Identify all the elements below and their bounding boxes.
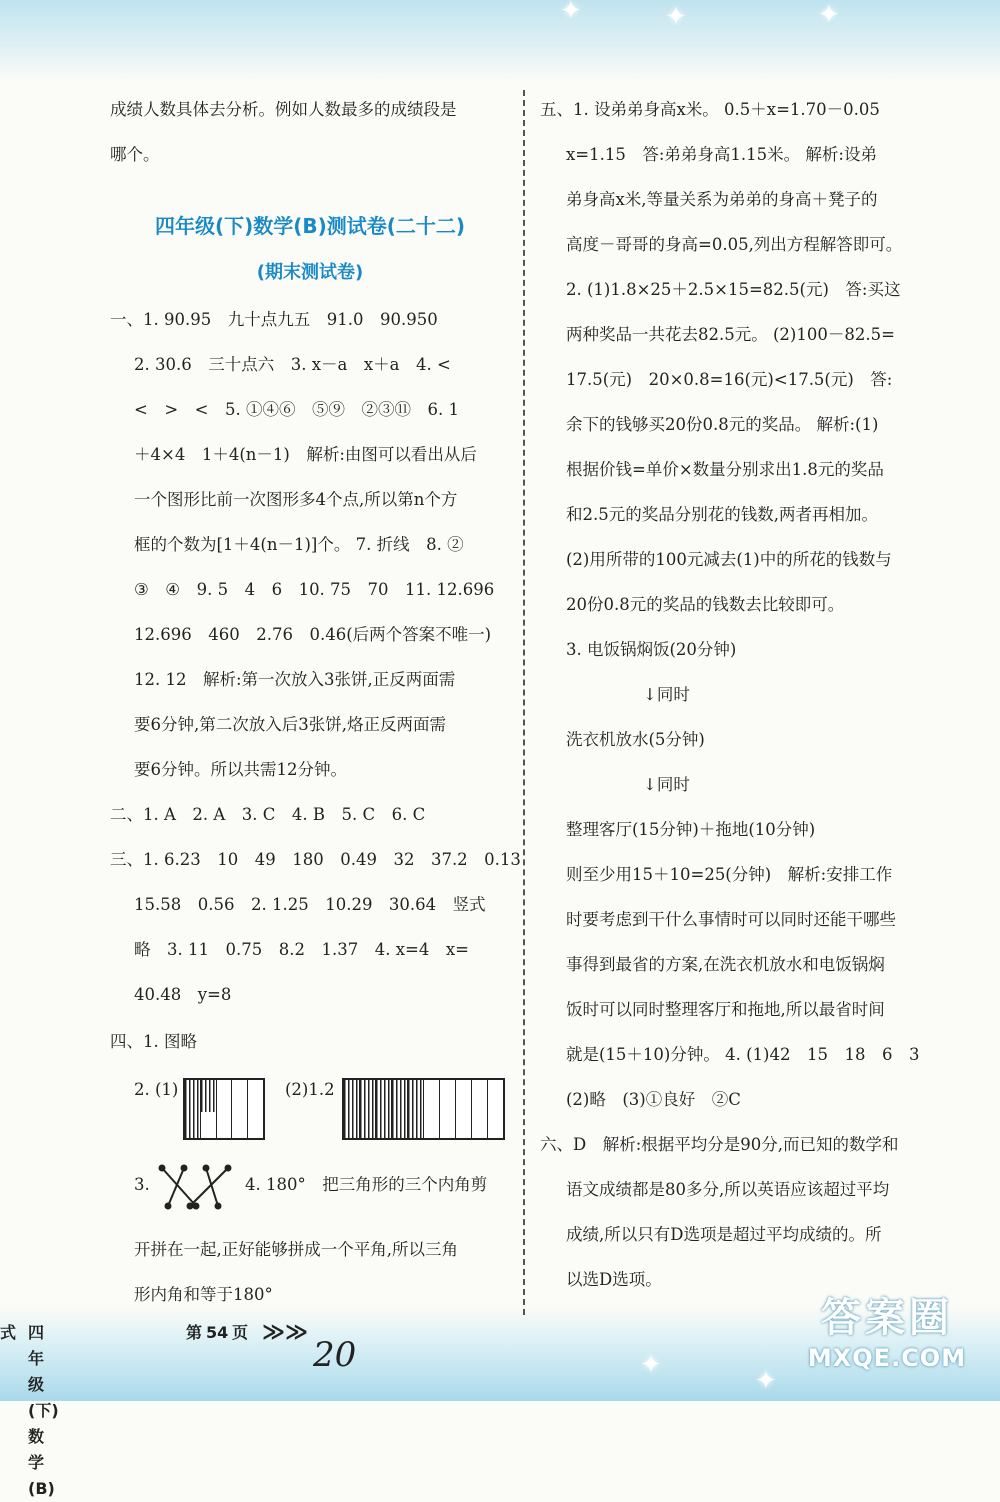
- answer-line: 四、1. 图略: [110, 1032, 197, 1051]
- answer-line: 五、1. 设弟弟身高x米。 0.5＋x=1.70－0.05: [540, 100, 880, 119]
- answer-line: 余下的钱够买20份0.8元的奖品。 解析:(1): [566, 415, 879, 434]
- answer-line: 弟身高x米,等量关系为弟弟的身高＋凳子的: [566, 190, 878, 209]
- handwritten-note: 20: [313, 1335, 357, 1375]
- test-subtitle: (期末测试卷): [256, 262, 364, 283]
- sparkle-icon: ✦: [818, 0, 840, 30]
- answer-line: 开拼在一起,正好能够拼成一个平角,所以三角: [134, 1240, 458, 1259]
- sparkle-icon: ✦: [560, 0, 582, 26]
- footer-page-suffix: 页: [232, 1323, 249, 1342]
- answer-line: 2. 30.6 三十点六 3. x－a x＋a 4. <: [134, 355, 451, 374]
- answer-line: 根据价钱=单价×数量分别求出1.8元的奖品: [566, 460, 884, 479]
- flow-step: 洗衣机放水(5分钟): [566, 730, 705, 749]
- answer-line: 一个图形比前一次图形多4个点,所以第n个方: [134, 490, 458, 509]
- flow-arrow-text: ↓同时: [643, 685, 690, 704]
- fraction-grid-partial: [183, 1078, 265, 1140]
- answer-line: 则至少用15＋10=25(分钟) 解析:安排工作: [566, 865, 893, 884]
- answer-line: 六、D 解析:根据平均分是90分,而已知的数学和: [540, 1135, 899, 1154]
- column-divider: [523, 90, 525, 1315]
- answer-line: 2. (1)1.8×25＋2.5×15=82.5(元) 答:买这: [566, 280, 901, 299]
- answer-line: ③ ④ 9. 5 4 6 10. 75 70 11. 12.696: [134, 580, 495, 599]
- answer-line: 二、1. A 2. A 3. C 4. B 5. C 6. C: [110, 805, 426, 824]
- answer-line: 就是(15＋10)分钟。 4. (1)42 15 18 6 3: [566, 1045, 920, 1064]
- flow-arrow-text: ↓同时: [643, 775, 690, 794]
- q2-part2-label: (2)1.2: [285, 1080, 335, 1099]
- matching-lines-diagram: [158, 1162, 238, 1212]
- watermark-logo: 答案圈: [821, 1295, 953, 1341]
- answer-line: 要6分钟。所以共需12分钟。: [134, 760, 347, 779]
- watermark-site: MXQE.COM: [807, 1344, 967, 1372]
- answer-line: 12.696 460 2.76 0.46(后两个答案不唯一): [134, 625, 492, 644]
- answer-line: 形内角和等于180°: [134, 1285, 273, 1304]
- answer-line: 以选D选项。: [566, 1270, 662, 1289]
- footer-page-prefix: 第: [186, 1323, 203, 1342]
- fraction-grid-full: [342, 1078, 505, 1140]
- answer-line: 要6分钟,第二次放入后3张饼,烙正反两面需: [134, 715, 446, 734]
- answer-line: 20份0.8元的奖品的钱数去比较即可。: [566, 595, 845, 614]
- answer-line: 一、1. 90.95 九十点九五 91.0 90.950: [110, 310, 438, 329]
- footer-edge-char: 式: [0, 1323, 17, 1342]
- top-decorative-band: [0, 0, 1000, 80]
- page-number: 54: [206, 1323, 229, 1342]
- test-title: 四年级(下)数学(B)测试卷(二十二): [154, 214, 466, 238]
- double-arrow-icon: ≫≫: [262, 1320, 309, 1345]
- answer-line: (2)用所带的100元减去(1)中的所花的钱数与: [566, 550, 892, 569]
- answer-line: 事得到最省的方案,在洗衣机放水和电饭锅焖: [566, 955, 885, 974]
- sparkle-icon: ✦: [755, 1366, 777, 1396]
- answer-line: x=1.15 答:弟弟身高1.15米。 解析:设弟: [566, 145, 877, 164]
- answer-line: 语文成绩都是80多分,所以英语应该超过平均: [566, 1180, 890, 1199]
- answer-line: 3. 电饭锅焖饭(20分钟): [566, 640, 737, 659]
- answer-line: 时要考虑到干什么事情时可以同时还能干哪些: [566, 910, 896, 929]
- intro-line: 哪个。: [110, 145, 160, 164]
- answer-line: 三、1. 6.23 10 49 180 0.49 32 37.2 0.13: [110, 850, 521, 869]
- intro-line: 成绩人数具体去分析。例如人数最多的成绩段是: [110, 100, 457, 119]
- answer-line: 两种奖品一共花去82.5元。 (2)100－82.5=: [566, 325, 895, 344]
- footer-book-label: 四年级(下)数学(B): [28, 1323, 59, 1498]
- q3-label: 3.: [134, 1175, 150, 1194]
- q2-label: 2. (1): [134, 1080, 179, 1099]
- answer-line: 17.5(元) 20×0.8=16(元)<17.5(元) 答:: [566, 370, 893, 389]
- answer-line: < > < 5. ①④⑥ ⑤⑨ ②③⑪ 6. 1: [134, 400, 459, 419]
- answer-line: 框的个数为[1＋4(n－1)]个。 7. 折线 8. ②: [134, 535, 464, 554]
- answer-line: 40.48 y=8: [134, 985, 232, 1004]
- sparkle-icon: ✦: [665, 2, 687, 32]
- answer-line: 15.58 0.56 2. 1.25 10.29 30.64 竖式: [134, 895, 486, 914]
- answer-line: ＋4×4 1＋4(n－1) 解析:由图可以看出从后: [134, 445, 477, 464]
- q4-answer: 4. 180° 把三角形的三个内角剪: [245, 1175, 488, 1194]
- answer-line: 和2.5元的奖品分别花的钱数,两者再相加。: [566, 505, 878, 524]
- answer-line: (2)略 (3)①良好 ②C: [566, 1090, 741, 1109]
- site-watermark: [792, 1293, 982, 1383]
- answer-line: 高度－哥哥的身高=0.05,列出方程解答即可。: [566, 235, 903, 254]
- sparkle-icon: ✦: [640, 1350, 662, 1380]
- answer-line: 饭时可以同时整理客厅和拖地,所以最省时间: [566, 1000, 885, 1019]
- answer-line: 略 3. 11 0.75 8.2 1.37 4. x=4 x=: [134, 940, 469, 959]
- answer-line: 成绩,所以只有D选项是超过平均成绩的。所: [566, 1225, 882, 1244]
- answer-line: 12. 12 解析:第一次放入3张饼,正反两面需: [134, 670, 456, 689]
- flow-step: 整理客厅(15分钟)＋拖地(10分钟): [566, 820, 816, 839]
